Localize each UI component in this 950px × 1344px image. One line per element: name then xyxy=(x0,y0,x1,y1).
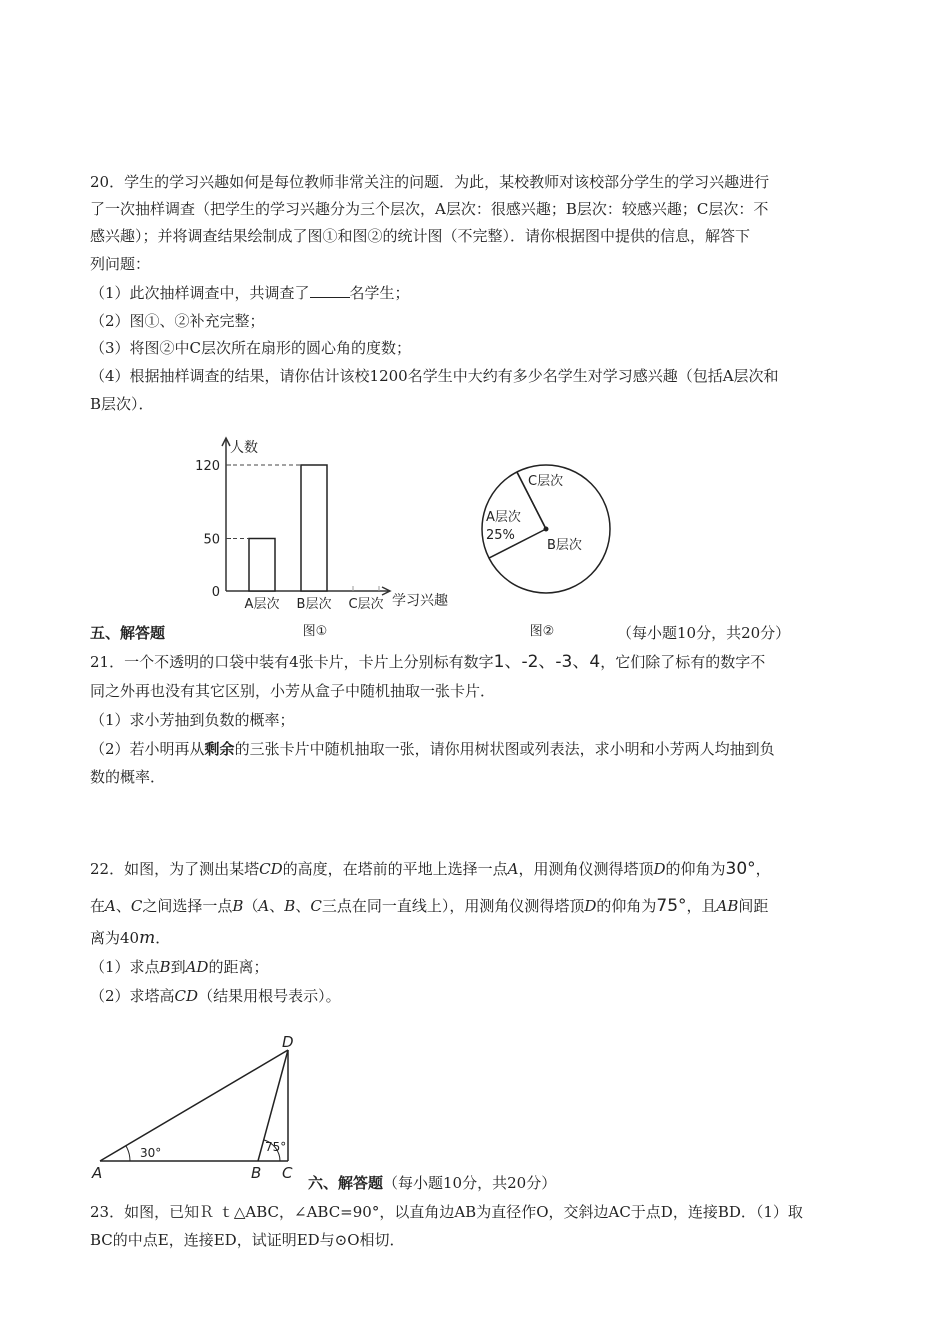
answer-blank xyxy=(310,283,350,298)
label-c: C xyxy=(282,1164,293,1182)
q22-line-2 xyxy=(90,895,768,917)
t: （结果用根号表示）。 xyxy=(198,987,341,1005)
var-d: D xyxy=(584,897,597,915)
q21-part-2-line-2: 数的概率． xyxy=(90,768,166,786)
chart-2-caption: 图② xyxy=(529,624,555,639)
q22-line-1 xyxy=(90,858,771,880)
segment-ad xyxy=(100,1050,288,1161)
t: 之间选择一点 xyxy=(142,897,233,915)
section-6-title: 六、解答题 xyxy=(308,1174,384,1192)
unit-m: m xyxy=(139,928,156,948)
q21-line-2: 同之外再也没有其它区别，小芳从盒子中随机抽取一张卡片． xyxy=(90,682,496,700)
t: 离为40 xyxy=(90,929,140,947)
var-b: B xyxy=(284,897,296,915)
q21-part-1: （1）求小芳抽到负数的概率； xyxy=(90,711,295,729)
angle-75: 75° xyxy=(656,896,687,916)
section-6-heading xyxy=(308,1172,556,1194)
pie-label-a: A层次 xyxy=(486,510,521,525)
q21-line-1 xyxy=(90,651,765,673)
var-c: C xyxy=(130,897,143,915)
var-cd: CD xyxy=(174,987,199,1005)
chart-1-caption: 图① xyxy=(302,624,328,639)
t: 、 xyxy=(269,897,285,915)
q20-part-3: （3）将图②中C层次所在扇形的圆心角的度数； xyxy=(90,339,412,357)
t: 的高度，在塔前的平地上选择一点 xyxy=(282,860,508,878)
q22-part-1 xyxy=(90,956,268,978)
q20-part-1 xyxy=(90,282,410,304)
y-tick-label: 0 xyxy=(211,585,220,600)
t: ，且 xyxy=(686,897,717,915)
bar-1 xyxy=(249,539,275,592)
q21-card-numbers: 1、-2、-3、4 xyxy=(493,652,601,672)
var-d: D xyxy=(653,860,666,878)
var-b: B xyxy=(232,897,244,915)
q20-line-4: 列问题： xyxy=(90,255,151,273)
t: （2）求塔高 xyxy=(90,987,175,1005)
x-tick-label: A层次 xyxy=(244,597,280,612)
var-cd: CD xyxy=(259,860,283,878)
q21-line-1-a: 21．一个不透明的口袋中装有4张卡片，卡片上分别标有数字 xyxy=(90,653,494,671)
var-a: A xyxy=(105,897,116,915)
var-ad: AD xyxy=(185,958,209,976)
x-axis-label: 学习兴趣 xyxy=(392,593,448,609)
q23-line-1: 23．如图，已知Ｒ ｔ△ABC，∠ABC=90°，以直角边AB为直径作O，交斜边AC于点D，连接BD．（1）取 xyxy=(90,1203,803,1221)
var-a: A xyxy=(507,860,519,878)
angle-arc-a xyxy=(126,1146,130,1161)
q20-line-2: 了一次抽样调查（把学生的学习兴趣分为三个层次，A层次：很感兴趣；B层次：较感兴趣；C层次：不 xyxy=(90,200,769,218)
pie-label-c: C层次 xyxy=(528,474,564,489)
t: ， xyxy=(755,860,771,878)
x-tick-label: C层次 xyxy=(348,597,384,612)
q20-part-2: （2）图①、②补充完整； xyxy=(90,312,265,330)
var-a: A xyxy=(258,897,270,915)
t: 三点在同一直线上），用测角仪测得塔顶 xyxy=(321,897,585,915)
q20-part-4-line-2: B层次）． xyxy=(90,395,154,413)
bar-chart xyxy=(190,430,470,645)
pie-center xyxy=(544,527,549,532)
q22-part-2 xyxy=(90,985,341,1007)
var-ab: AB xyxy=(716,897,739,915)
label-angle-75: 75° xyxy=(265,1140,287,1154)
q20-line-1: 20．学生的学习兴趣如何是每位教师非常关注的问题．为此，某校教师对该校部分学生的学习兴趣进行 xyxy=(90,173,770,191)
var-b: B xyxy=(159,958,171,976)
t: 、 xyxy=(295,897,311,915)
q21-part-2 xyxy=(90,738,775,760)
pie-label-b: B层次 xyxy=(547,538,582,553)
q22-line-3 xyxy=(90,927,170,949)
y-tick-label: 50 xyxy=(203,532,220,548)
y-axis-label: 人数 xyxy=(230,440,258,456)
section-5-note: （每小题10分，共20分） xyxy=(617,624,791,642)
t: 的距离； xyxy=(208,958,269,976)
q20-part-1-a: （1）此次抽样调查中，共调查了 xyxy=(90,284,310,302)
q21-part-2-b: 的三张卡片中随机抽取一张，请你用树状图或列表法，求小明和小芳两人均抽到负 xyxy=(234,740,775,758)
q23-line-2: BC的中点E，连接ED，试证明ED与⊙O相切． xyxy=(90,1231,405,1249)
q21-part-2-bold: 剩余 xyxy=(204,740,235,758)
t: （1）求点 xyxy=(90,958,160,976)
label-a: A xyxy=(92,1164,103,1182)
t: 的仰角为 xyxy=(665,860,726,878)
label-b: B xyxy=(251,1164,262,1182)
t: ． xyxy=(155,929,171,947)
angle-30: 30° xyxy=(725,859,756,879)
bar-2 xyxy=(301,465,327,591)
q20-line-3: 感兴趣）；并将调查结果绘制成了图①和图②的统计图（不完整）．请你根据图中提供的信息，解答下 xyxy=(90,227,751,245)
t: ，用测角仪测得塔顶 xyxy=(518,860,654,878)
t: 间距 xyxy=(738,897,769,915)
section-5-title: 五、解答题 xyxy=(90,624,166,642)
q20-part-1-b: 名学生； xyxy=(349,284,410,302)
q21-line-1-b: ，它们除了标有的数字不 xyxy=(600,653,766,671)
t: 到 xyxy=(170,958,186,976)
t: （ xyxy=(243,897,259,915)
t: 的仰角为 xyxy=(596,897,657,915)
triangle-figure xyxy=(88,1030,318,1185)
section-6-note: （每小题10分，共20分） xyxy=(383,1174,557,1192)
label-d: D xyxy=(282,1033,294,1051)
x-tick-label: B层次 xyxy=(296,597,332,612)
pie-chart xyxy=(470,455,630,645)
var-c: C xyxy=(310,897,322,915)
label-angle-30: 30° xyxy=(140,1146,162,1160)
t: 、 xyxy=(115,897,131,915)
q21-part-2-a: （2）若小明再从 xyxy=(90,740,205,758)
pie-value-a: 25% xyxy=(486,528,515,543)
t: 在 xyxy=(90,897,106,915)
q20-part-4-line-1: （4）根据抽样调查的结果，请你估计该校1200名学生中大约有多少名学生对学习感兴趣（包括A层次和 xyxy=(90,367,779,385)
y-tick-label: 120 xyxy=(195,459,220,474)
t: 22．如图，为了测出某塔 xyxy=(90,860,260,878)
